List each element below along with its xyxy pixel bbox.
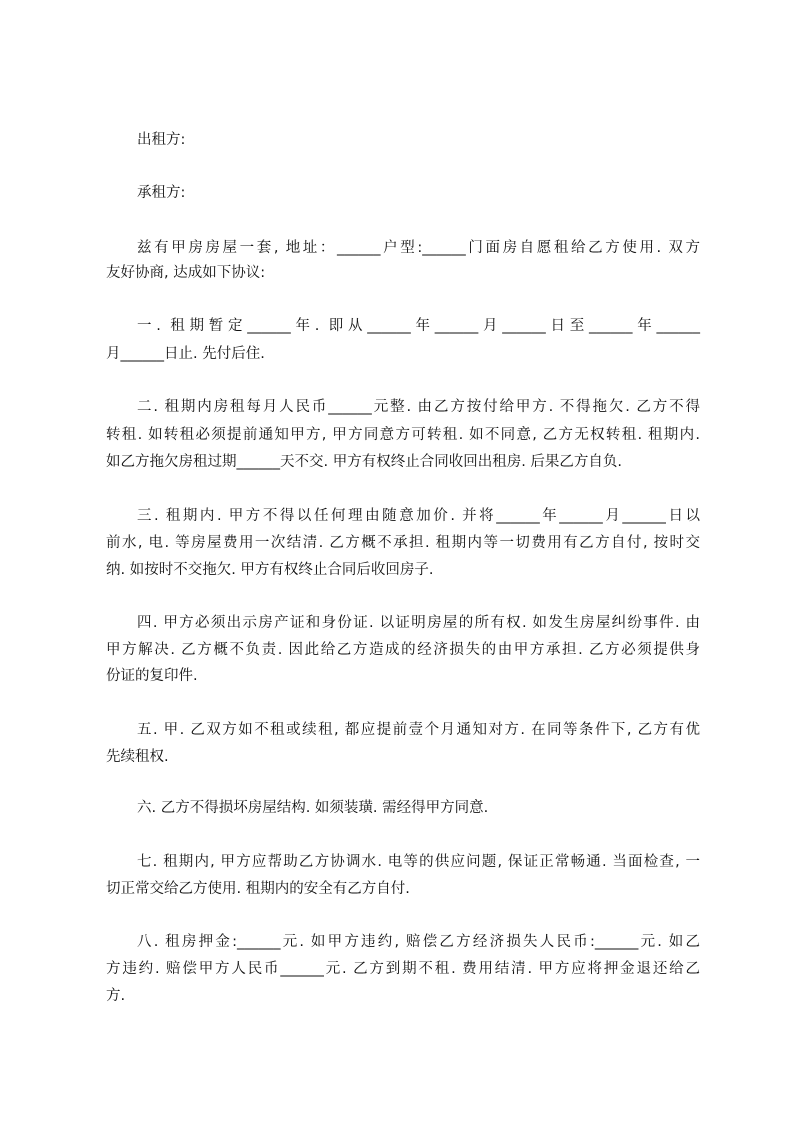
text-line: 七. 租期内, 甲方应帮助乙方协调水. 电等的供应问题, 保证正常畅通. 当面检查, 一 — [137, 853, 700, 870]
text-line: 方违约. 赔偿甲方人民币______元. 乙方到期不租. 费用结清. 甲方应将押金退还给乙 — [106, 960, 700, 977]
text-line: 四. 甲方必须出示房产证和身份证. 以证明房屋的所有权. 如发生房屋纠纷事件. 由 — [137, 614, 700, 631]
text-line: 先续租权. — [106, 748, 169, 765]
text-line: 如乙方拖欠房租过期______天不交. 甲方有权终止合同收回出租房. 后果乙方自负. — [106, 453, 623, 470]
text-line: 五. 甲. 乙双方如不租或续租, 都应提前壹个月通知对方. 在同等条件下, 乙方有优 — [137, 721, 700, 738]
text-line: 三. 租期内. 甲方不得以任何理由随意加价. 并将______年______月______日以 — [137, 507, 700, 524]
text-line: 转租. 如转租必须提前通知甲方, 甲方同意方可转租. 如不同意, 乙方无权转租. 租期内. — [106, 426, 700, 443]
text-line: 切正常交给乙方使用. 租期内的安全有乙方自付. — [106, 880, 410, 897]
text-line: 二. 租期内房租每月人民币______元整. 由乙方按付给甲方. 不得拖欠. 乙方不得 — [137, 398, 700, 415]
text-line: 一. 租期暂定______年. 即从______年______月______日至______年______ — [137, 317, 700, 334]
text-line: 月______日止. 先付后住. — [106, 345, 265, 362]
text-line: 八. 租房押金:______元. 如甲方违约, 赔偿乙方经济损失人民币:______元. 如乙 — [137, 933, 700, 950]
text-line: 六. 乙方不得损坏房屋结构. 如须装璜. 需经得甲方同意. — [137, 799, 489, 816]
text-line: 纳. 如按时不交拖欠. 甲方有权终止合同后收回房子. — [106, 561, 434, 578]
text-line: 方. — [106, 987, 126, 1004]
text-line: 兹有甲房房屋一套, 地址：______户型:______门面房自愿租给乙方使用. 双方 — [137, 239, 700, 256]
text-line: 前水, 电. 等房屋费用一次结清. 乙方概不承担. 租期内等一切费用有乙方自付, 按时交 — [106, 534, 700, 551]
text-line: 份证的复印件. — [106, 667, 198, 684]
text-line: 出租方: — [137, 131, 186, 148]
text-line: 甲方解决. 乙方概不负责. 因此给乙方造成的经济损失的由甲方承担. 乙方必须提供身 — [106, 641, 700, 658]
text-line: 友好协商, 达成如下协议: — [106, 264, 266, 281]
text-line: 承租方: — [137, 184, 186, 201]
